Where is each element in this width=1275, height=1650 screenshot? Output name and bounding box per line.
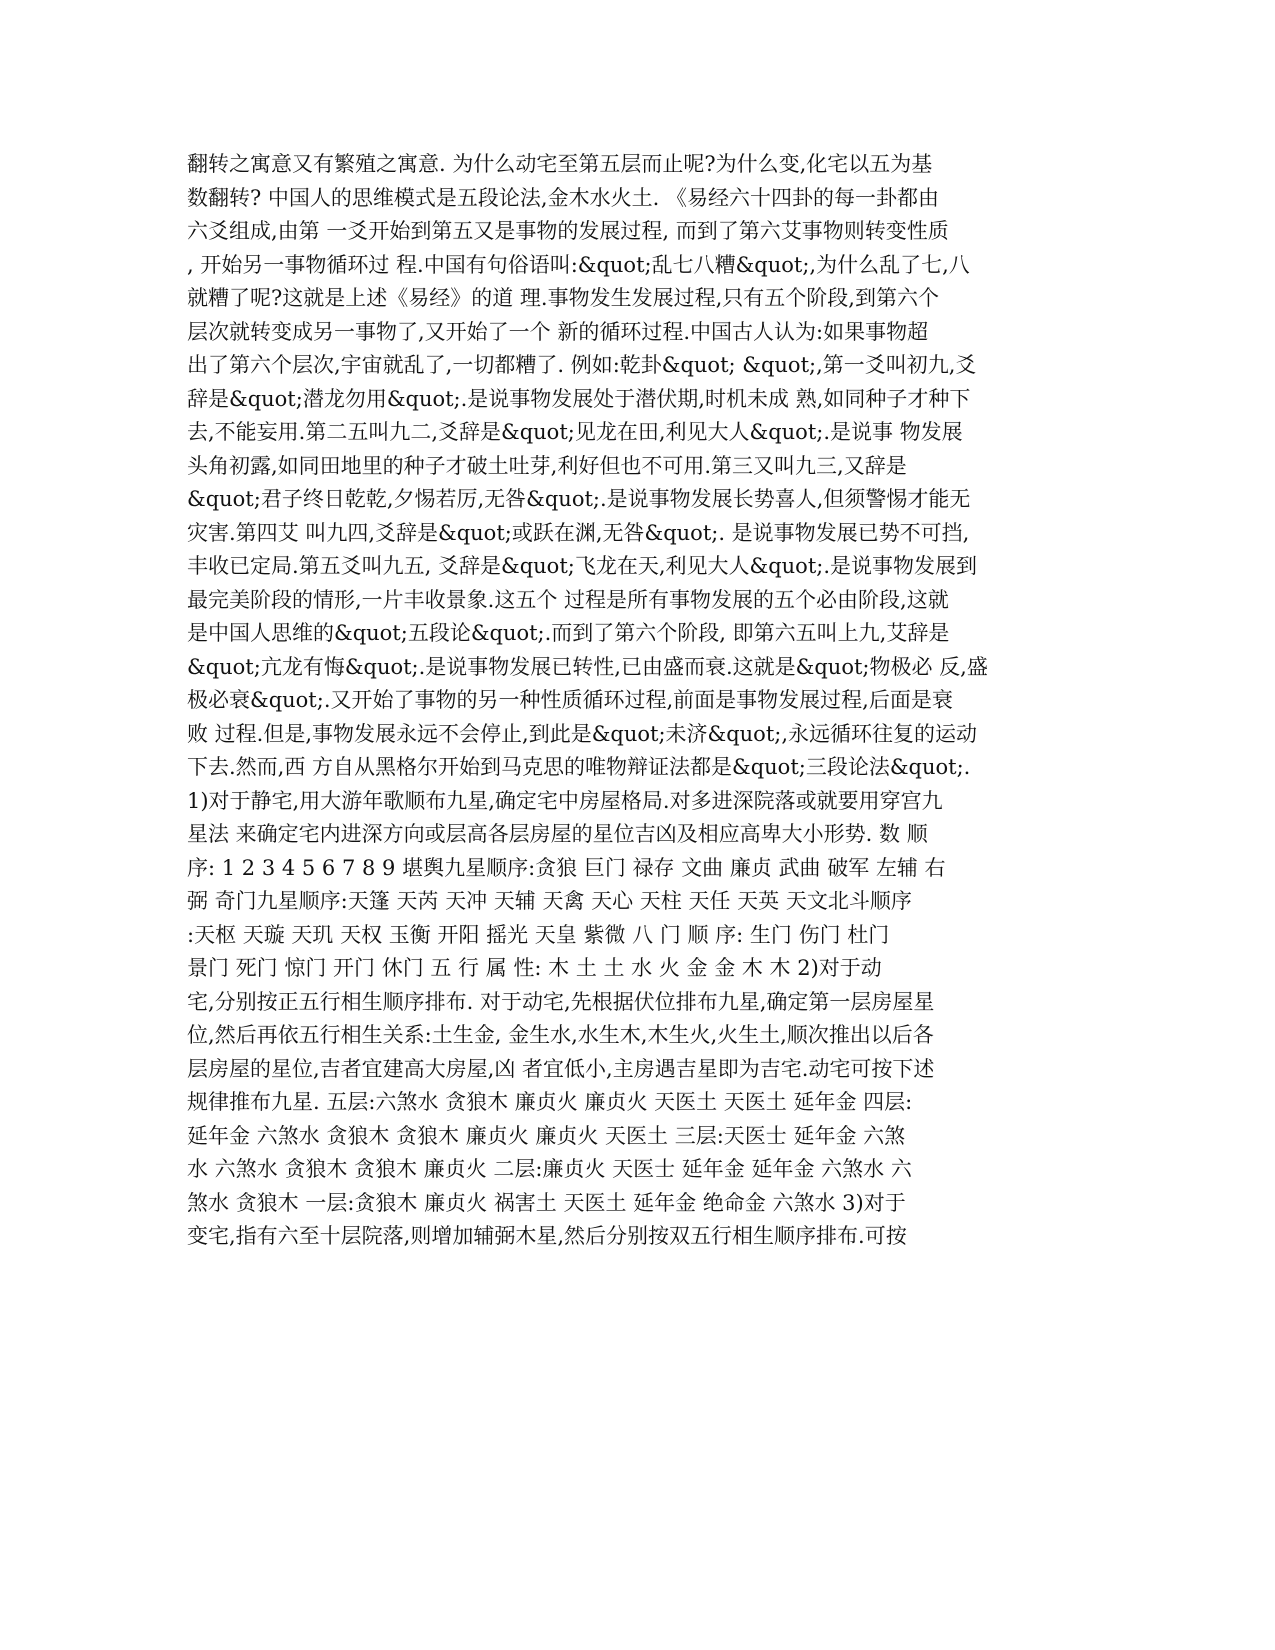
text-line: 最完美阶段的情形,一片丰收景象.这五个 过程是所有事物发展的五个必由阶段,这就 (187, 587, 949, 612)
text-line: 煞水 贪狼木 一层:贪狼木 廉贞火 祸害土 天医土 延年金 绝命金 六煞水 3)对于 (187, 1190, 906, 1215)
text-line: &quot;君子终日乾乾,夕惕若厉,无咎&quot;.是说事物发展长势喜人,但须警惕才能无 (187, 487, 971, 511)
text-line: 辞是&quot;潜龙勿用&quot;.是说事物发展处于潜伏期,时机未成 熟,如同种子才种下 (187, 386, 971, 411)
text-line: 水 六煞水 贪狼木 贪狼木 廉贞火 二层:廉贞火 天医士 延年金 延年金 六煞水 六 (187, 1157, 912, 1181)
text-line: 星法 来确定宅内进深方向或层高各层房屋的星位吉凶及相应高卑大小形势. 数 顺 (187, 822, 928, 846)
text-line: 就糟了呢?这就是上述《易经》的道 理.事物发生发展过程,只有五个阶段,到第六个 (187, 286, 939, 310)
text-line: 层房屋的星位,吉者宜建高大房屋,凶 者宜低小,主房遇吉星即为吉宅.动宅可按下述 (187, 1056, 935, 1081)
text-line: 数翻转? 中国人的思维模式是五段论法,金木水火土. 《易经六十四卦的每一卦都由 (187, 185, 939, 210)
body-text (187, 148, 1087, 1254)
text-line: 延年金 六煞水 贪狼木 贪狼木 廉贞火 廉贞火 天医土 三层:天医士 延年金 六煞 (187, 1123, 906, 1148)
text-line: 极必衰&quot;.又开始了事物的另一种性质循环过程,前面是事物发展过程,后面是衰 (187, 688, 953, 712)
text-line: 景门 死门 惊门 开门 休门 五 行 属 性: 木 土 土 水 火 金 金 木 木 2)对于动 (187, 956, 882, 980)
text-line: 规律推布九星. 五层:六煞水 贪狼木 廉贞火 廉贞火 天医土 天医土 延年金 四层: (187, 1090, 913, 1114)
text-line: 序: 1 2 3 4 5 6 7 8 9 堪舆九星顺序:贪狼 巨门 禄存 文曲 廉贞 武曲 破军 左辅 右 (187, 855, 946, 880)
text-line: :天枢 天璇 天玑 天权 玉衡 开阳 摇光 天皇 紫微 八 门 顺 序: 生门 伤门 杜门 (187, 922, 890, 947)
text-line: 败 过程.但是,事物发展永远不会停止,到此是&quot;未济&quot;,永远循环往复的运动 (187, 721, 978, 746)
text-line: , 开始另一事物循环过 程.中国有句俗语叫:&quot;乱七八糟&quot;,为什么乱了七,八 (187, 252, 970, 277)
text-line: 去,不能妄用.第二五叫九二,爻辞是&quot;见龙在田,利见大人&quot;.是说事 物发展 (187, 420, 963, 444)
text-line: 翻转之寓意又有繁殖之寓意. 为什么动宅至第五层而止呢?为什么变,化宅以五为基 (187, 152, 933, 176)
text-line: 六爻组成,由第 一爻开始到第五又是事物的发展过程, 而到了第六艾事物则转变性质 (187, 219, 949, 243)
text-line: 下去.然而,西 方自从黑格尔开始到马克思的唯物辩证法都是&quot;三段论法&quot;. (187, 755, 971, 779)
text-line: 层次就转变成另一事物了,又开始了一个 新的循环过程.中国古人认为:如果事物超 (187, 319, 929, 344)
text-line: 头角初露,如同田地里的种子才破土吐芽,利好但也不可用.第三又叫九三,又辞是 (187, 453, 907, 478)
text-line: 宅,分别按正五行相生顺序排布. 对于动宅,先根据伏位排布九星,确定第一层房屋星 (187, 989, 935, 1014)
text-line: 丰收已定局.第五爻叫九五, 爻辞是&quot;飞龙在天,利见大人&quot;.是说事物发展到 (187, 554, 978, 578)
text-line: &quot;亢龙有悔&quot;.是说事物发展已转性,已由盛而衰.这就是&quot;物极必 反,盛 (187, 654, 988, 679)
text-line: 位,然后再依五行相生关系:土生金, 金生水,水生木,木生火,火生土,顺次推出以后各 (187, 1023, 934, 1047)
text-line: 变宅,指有六至十层院落,则增加辅弼木星,然后分别按双五行相生顺序排布.可按 (187, 1224, 907, 1248)
text-line: 弼 奇门九星顺序:天篷 天芮 天冲 天辅 天禽 天心 天柱 天任 天英 天文北斗顺序 (187, 889, 912, 913)
text-line: 出了第六个层次,宇宙就乱了,一切都糟了. 例如:乾卦&quot; &quot;,第一爻叫初九,爻 (187, 353, 977, 377)
text-line: 灾害.第四艾 叫九四,爻辞是&quot;或跃在渊,无咎&quot;. 是说事物发展已势不可挡, (187, 520, 970, 545)
text-line: 1)对于静宅,用大游年歌顺布九星,确定宅中房屋格局.对多进深院落或就要用穿宫九 (187, 788, 943, 813)
text-line: 是中国人思维的&quot;五段论&quot;.而到了第六个阶段, 即第六五叫上九,艾辞是 (187, 621, 950, 645)
